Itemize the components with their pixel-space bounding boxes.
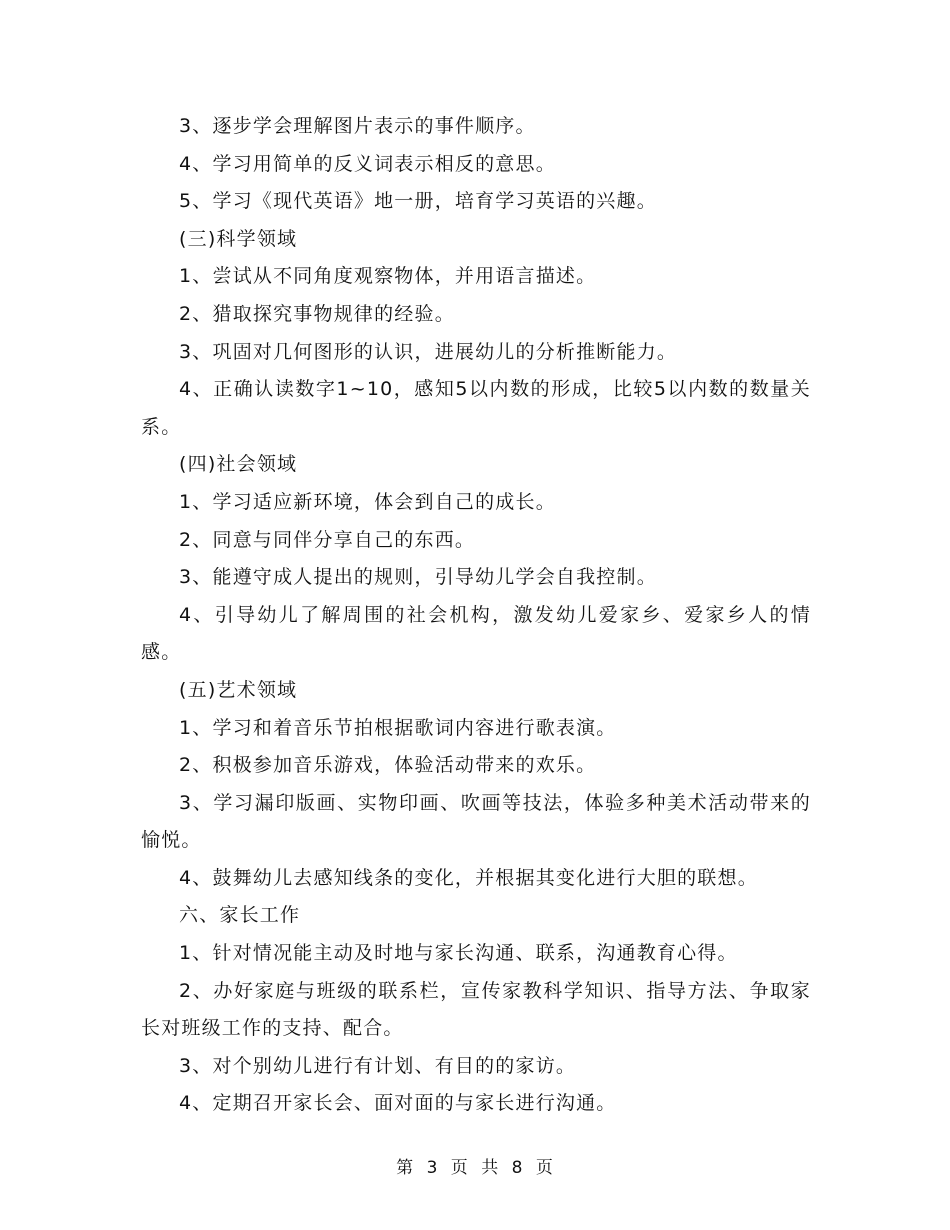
paragraph: 1、学习适应新环境，体会到自己的成长。 [179,490,556,513]
paragraph: 4、引导幼儿了解周围的社会机构，激发幼儿爱家乡、爱家乡人的情感。 [141,603,811,664]
paragraph: 3、能遵守成人提出的规则，引导幼儿学会自我控制。 [179,566,657,589]
paragraph: 5、学习《现代英语》地一册，培育学习英语的兴趣。 [179,190,657,213]
paragraph: 1、学习和着音乐节拍根据歌词内容进行歌表演。 [179,716,617,739]
document-body [141,108,811,1123]
paragraph: 2、办好家庭与班级的联系栏，宣传家教科学知识、指导方法、争取家长对班级工作的支持、配合。 [141,979,811,1040]
paragraph: 3、学习漏印版画、实物印画、吹画等技法，体验多种美术活动带来的愉悦。 [141,791,811,852]
paragraph: 4、正确认读数字1~10，感知5以内数的形成，比较5以内数的数量关系。 [141,378,811,438]
paragraph: 1、尝试从不同角度观察物体，并用语言描述。 [179,265,597,288]
section-heading: (五)艺术领域 [179,678,298,701]
paragraph: 2、猎取探究事物规律的经验。 [179,302,455,325]
paragraph: 3、对个别幼儿进行有计划、有目的的家访。 [179,1054,577,1077]
page-number-label: 第 3 页 共 8 页 [396,1158,554,1178]
paragraph: 4、定期召开家长会、面对面的与家长进行沟通。 [179,1092,617,1115]
paragraph: 4、学习用简单的反义词表示相反的意思。 [179,152,556,175]
paragraph: 4、鼓舞幼儿去感知线条的变化，并根据其变化进行大胆的联想。 [179,866,758,889]
page-footer [0,1153,950,1178]
paragraph: 3、逐步学会理解图片表示的事件顺序。 [179,115,536,137]
paragraph: 3、巩固对几何图形的认识，进展幼儿的分析推断能力。 [179,340,678,363]
paragraph: 2、积极参加音乐游戏，体验活动带来的欢乐。 [179,754,597,777]
section-heading: (三)科学领域 [179,227,298,250]
paragraph: 2、同意与同伴分享自己的东西。 [179,528,476,551]
section-heading: 六、家长工作 [179,904,301,927]
paragraph: 1、针对情况能主动及时地与家长沟通、联系，沟通教育心得。 [179,942,738,965]
section-heading: (四)社会领域 [179,453,298,476]
